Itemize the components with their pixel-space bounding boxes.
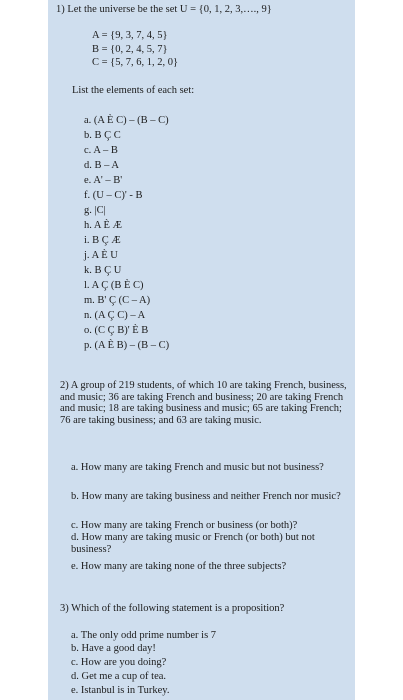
q1-header: 1) Let the universe be the set U = {0, 1, 2, 3,…., 9}: [56, 4, 272, 15]
q1-item: j. A È U: [84, 250, 118, 261]
q1-item: a. (A È C) – (B – C): [84, 115, 169, 126]
q1-item: b. B Ç C: [84, 130, 121, 141]
q3-option: b. Have a good day!: [71, 643, 156, 654]
q2-item: b. How many are taking business and neither French nor music?: [71, 491, 341, 502]
q2-paragraph: 2) A group of 219 students, of which 10 are taking French, business, and music; 36 are taking French and business; 20 are taking French and music; 18 are taking business and music; 65 are taking French; 76 are taking business; and 63 are taking music.: [60, 380, 347, 426]
q3-option: d. Get me a cup of tea.: [71, 671, 167, 682]
q1-item: n. (A Ç C) – A: [84, 310, 146, 321]
q1-item: o. (C Ç B)' È B: [84, 325, 149, 336]
q1-item: f. (U – C)' - B: [84, 190, 143, 201]
q1-item: m. B' Ç (C – A): [84, 295, 151, 306]
q2-item: d. How many are taking music or French (or both) but not business?: [71, 532, 315, 555]
q1-item: i. B Ç Æ: [84, 235, 121, 246]
q3-option: a. The only odd prime number is 7: [71, 630, 217, 641]
q1-item: e. A' – B': [84, 175, 123, 186]
q2-item: a. How many are taking French and music but not business?: [71, 462, 324, 473]
q1-item: p. (A È B) – (B – C): [84, 340, 170, 351]
set-b: B = {0, 2, 4, 5, 7}: [92, 44, 168, 55]
q1-item: h. A È Æ: [84, 220, 122, 231]
q3-question: 3) Which of the following statement is a proposition?: [60, 603, 285, 614]
q3-option: c. How are you doing?: [71, 657, 167, 668]
q1-prompt: List the elements of each set:: [72, 85, 195, 96]
q1-item: k. B Ç U: [84, 265, 122, 276]
q2-item: e. How many are taking none of the three subjects?: [71, 561, 287, 572]
q1-item: g. |C|: [84, 205, 106, 216]
q1-item: d. B – A: [84, 160, 120, 171]
q1-item: l. A Ç (B È C): [84, 280, 144, 291]
set-c: C = {5, 7, 6, 1, 2, 0}: [92, 57, 179, 68]
set-a: A = {9, 3, 7, 4, 5}: [92, 30, 168, 41]
q3-option: e. Istanbul is in Turkey.: [71, 685, 170, 696]
q1-item: c. A – B: [84, 145, 118, 156]
q2-item: c. How many are taking French or business (or both)?: [71, 520, 298, 531]
